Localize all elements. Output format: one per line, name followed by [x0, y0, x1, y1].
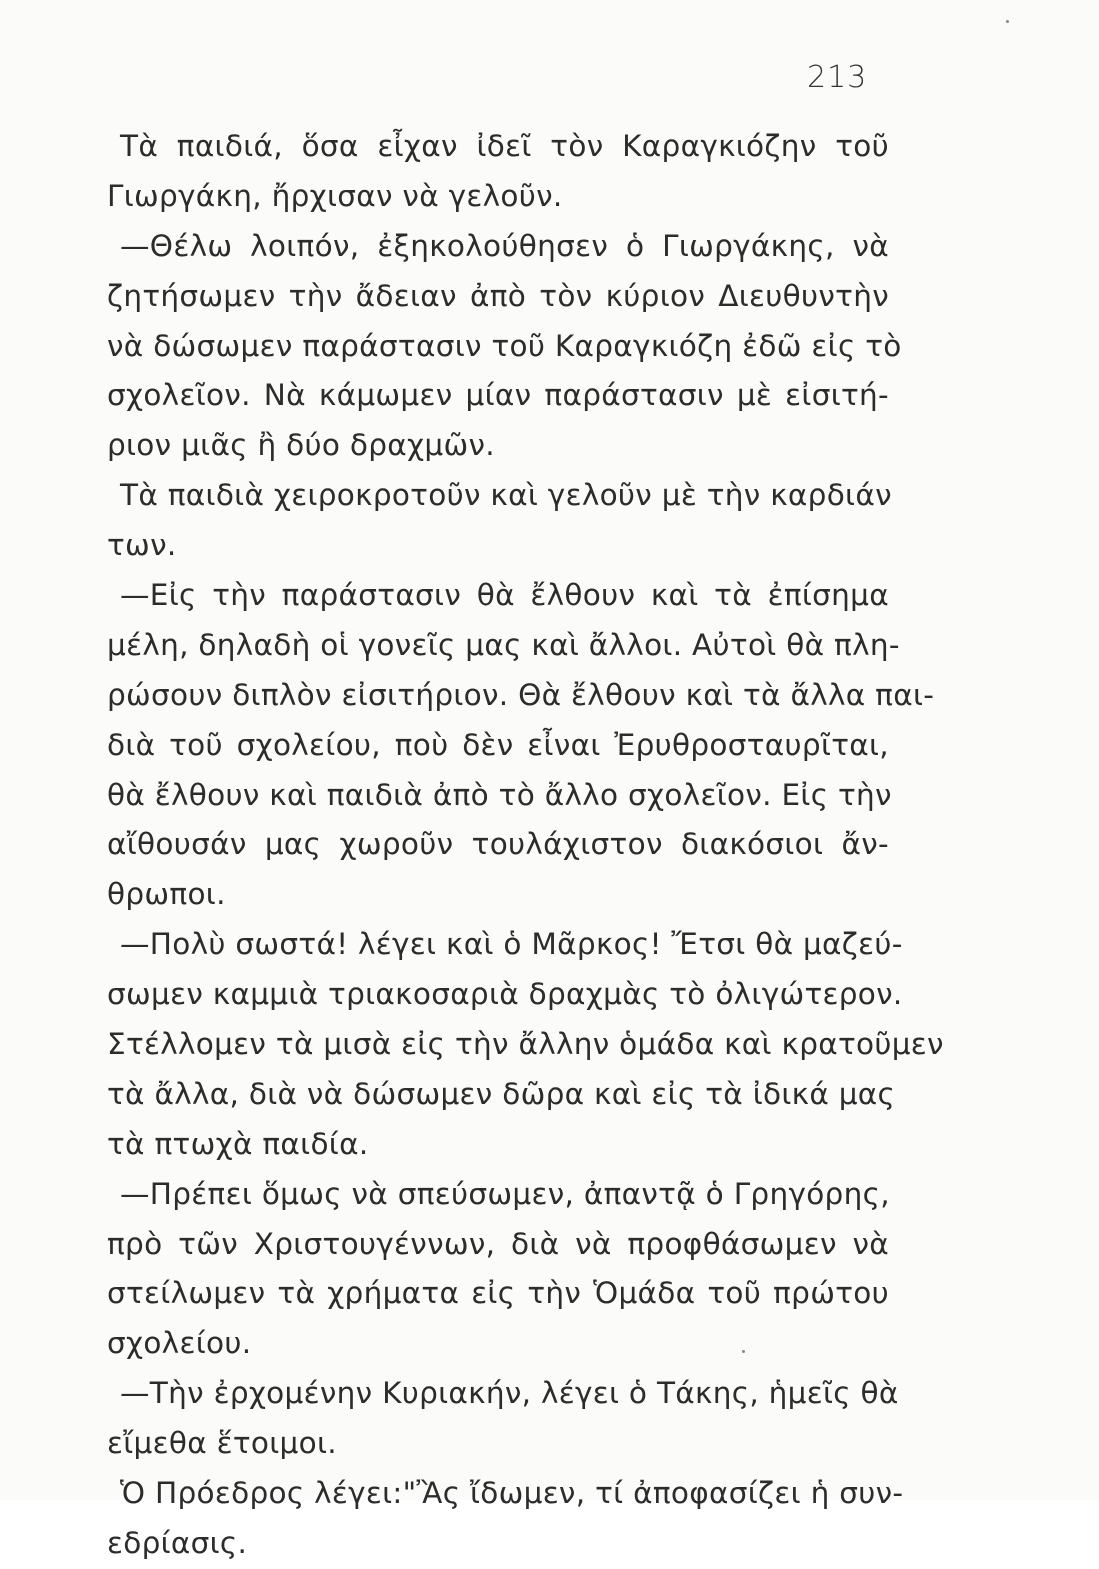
text-line: των.	[107, 528, 177, 563]
text-line: ζητήσωμεν τὴν ἄδειαν ἀπὸ τὸν κύριον Διευθυντὴν	[107, 278, 889, 313]
text-line: διὰ τοῦ σχολείου, ποὺ δὲν εἶναι Ἐρυθροσταυρῖται,	[107, 727, 889, 762]
text-line: —Εἰς τὴν παράστασιν θὰ ἔλθουν καὶ τὰ ἐπίσημα	[120, 578, 889, 613]
text-line: ριον μιᾶς ἢ δύο δραχμῶν.	[107, 428, 495, 463]
text-line: —Θέλω λοιπόν, ἐξηκολούθησεν ὁ Γιωργάκης, νὰ	[120, 228, 889, 263]
text-line: —Πολὺ σωστά! λέγει καὶ ὁ Μᾶρκος! Ἔτσι θὰ μαζεύ-	[120, 927, 903, 962]
text-line: —Τὴν ἐρχομένην Κυριακήν, λέγει ὁ Τάκης, ἡμεῖς θὰ	[120, 1376, 899, 1411]
text-line: σχολεῖον. Νὰ κάμωμεν μίαν παράστασιν μὲ εἰσιτή-	[107, 378, 889, 413]
text-line: εδρίασις.	[107, 1525, 248, 1560]
text-line: θρωποι.	[107, 877, 226, 912]
text-line: εἴμεθα ἕτοιμοι.	[107, 1426, 337, 1461]
paper-speck	[1006, 20, 1009, 23]
text-line: —Πρέπει ὅμως νὰ σπεύσωμεν, ἀπαντᾷ ὁ Γρηγόρης,	[120, 1176, 890, 1211]
text-line: στείλωμεν τὰ χρήματα εἰς τὴν Ὁμάδα τοῦ πρώτου	[107, 1276, 889, 1311]
text-line: αἴθουσάν μας χωροῦν τουλάχιστον διακόσιοι ἄν-	[107, 827, 889, 862]
text-line: νὰ δώσωμεν παράστασιν τοῦ Καραγκιόζη ἐδῶ εἰς τὸ	[107, 328, 902, 363]
page-number: 213	[807, 60, 868, 95]
text-line: μέλη, δηλαδὴ οἱ γονεῖς μας καὶ ἄλλοι. Αὐτοὶ θὰ πλη-	[107, 627, 900, 662]
text-line: πρὸ τῶν Χριστουγέννων, διὰ νὰ προφθάσωμεν νὰ	[107, 1226, 889, 1261]
text-line: Τὰ παιδιά, ὅσα εἶχαν ἰδεῖ τὸν Καραγκιόζην τοῦ	[120, 129, 889, 163]
text-line: σωμεν καμμιὰ τριακοσαριὰ δραχμὰς τὸ ὀλιγώτερον.	[107, 977, 903, 1012]
text-line: Τὰ παιδιὰ χειροκροτοῦν καὶ γελοῦν μὲ τὴν καρδιάν	[120, 478, 892, 513]
paper-speck	[742, 1350, 745, 1353]
text-line: τὰ πτωχὰ παιδία.	[107, 1126, 369, 1161]
text-line: Ὁ Πρόεδρος λέγει:"Ἂς ἴδωμεν, τί ἀποφασίζει ἡ συν-	[120, 1476, 904, 1511]
body-text	[107, 122, 944, 1569]
text-line: Γιωργάκη, ἤρχισαν νὰ γελοῦν.	[107, 178, 563, 213]
text-line: Στέλλομεν τὰ μισὰ εἰς τὴν ἄλλην ὁμάδα καὶ κρατοῦμεν	[107, 1027, 944, 1062]
text-line: ρώσουν διπλὸν εἰσιτήριον. Θὰ ἔλθουν καὶ τὰ ἄλλα παι-	[107, 677, 935, 712]
text-line: τὰ ἄλλα, διὰ νὰ δώσωμεν δῶρα καὶ εἰς τὰ ἰδικά μας	[107, 1076, 896, 1111]
text-line: σχολείου.	[107, 1326, 252, 1361]
text-line: θὰ ἔλθουν καὶ παιδιὰ ἀπὸ τὸ ἄλλο σχολεῖον. Εἰς τὴν	[107, 777, 892, 812]
